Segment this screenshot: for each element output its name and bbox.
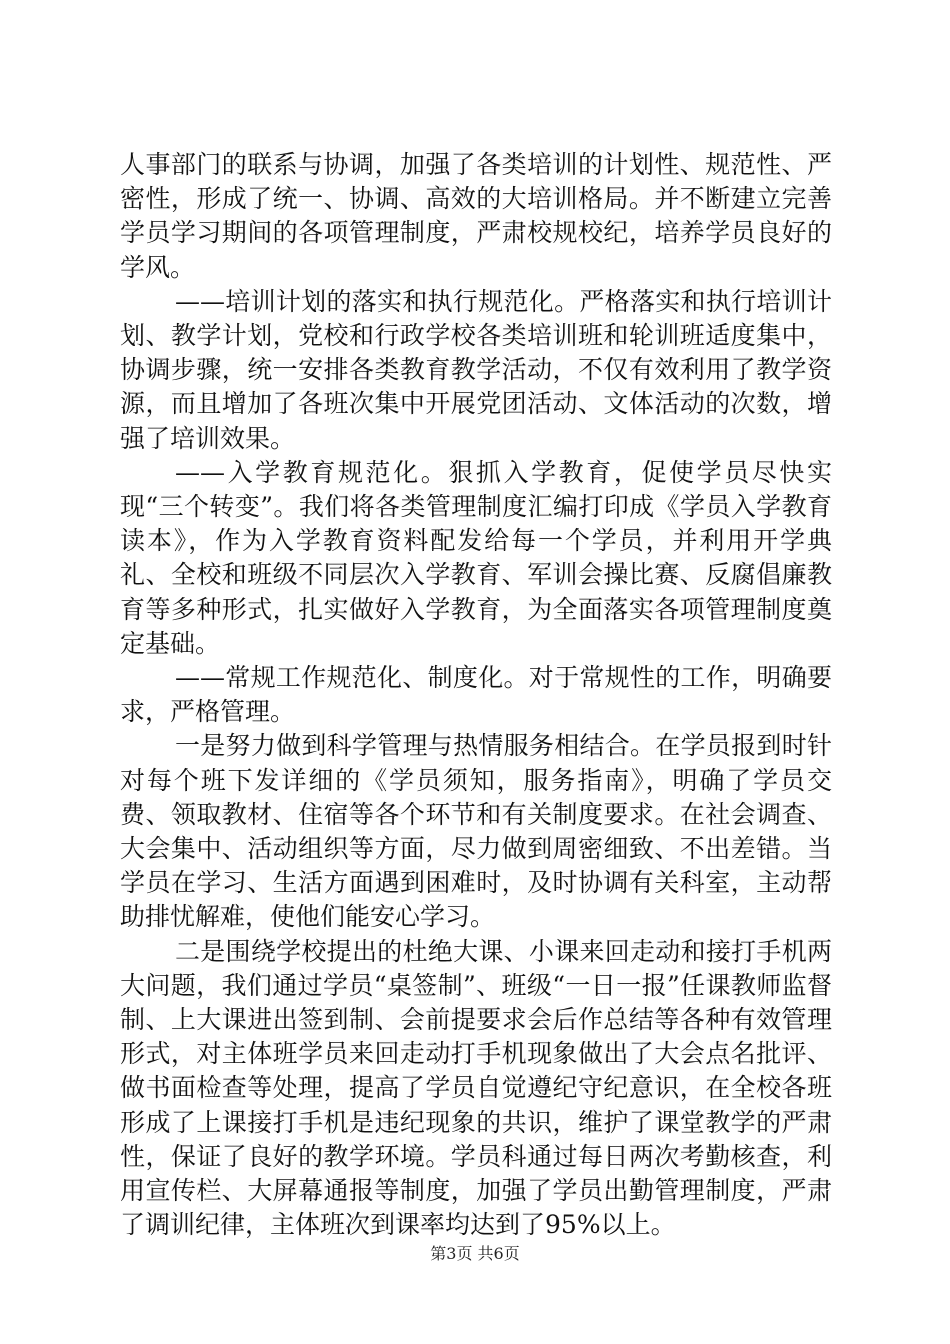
paragraph-point-two: 二是围绕学校提出的杜绝大课、小课来回走动和接打手机两大问题，我们通过学员“桌签制”、班级“一日一报”任课教师监督制、上大课进出签到制、会前提要求会后作总结等各种有效管理形式，对主体班学员来回走动打手机现象做出了大会点名批评、做书面检查等处理，提高了学员自觉遵纪守纪意识，在全校各班形成了上课接打手机是违纪现象的共识，维护了课堂教学的严肃性，保证了良好的教学环境。学员科通过每日两次考勤核查，利用宣传栏、大屏幕通报等制度，加强了学员出勤管理制度，严肃了调训纪律，主体班次到课率均达到了95%以上。 <box>120 936 832 1240</box>
paragraph-enrollment-education: ——入学教育规范化。狠抓入学教育，促使学员尽快实现“三个转变”。我们将各类管理制度汇编打印成《学员入学教育读本》，作为入学教育资料配发给每一个学员，并利用开学典礼、全校和班级不同层次入学教育、军训会操比赛、反腐倡廉教育等多种形式，扎实做好入学教育，为全面落实各项管理制度奠定基础。 <box>120 457 832 658</box>
paragraph-routine-work: ——常规工作规范化、制度化。对于常规性的工作，明确要求，严格管理。 <box>120 663 832 727</box>
paragraph-point-one: 一是努力做到科学管理与热情服务相结合。在学员报到时针对每个班下发详细的《学员须知，服务指南》，明确了学员交费、领取教材、住宿等各个环节和有关制度要求。在社会调查、大会集中、活动组织等方面，尽力做到周密细致、不出差错。当学员在学习、生活方面遇到困难时，及时协调有关科室，主动帮助排忧解难，使他们能安心学习。 <box>120 731 832 932</box>
paragraph-training-plan: ——培训计划的落实和执行规范化。严格落实和执行培训计划、教学计划，党校和行政学校各类培训班和轮训班适度集中，协调步骤，统一安排各类教育教学活动，不仅有效利用了教学资源，而且增加了各班次集中开展党团活动、文体活动的次数，增强了培训效果。 <box>120 286 832 453</box>
paragraph-continuation: 人事部门的联系与协调，加强了各类培训的计划性、规范性、严密性，形成了统一、协调、高效的大培训格局。并不断建立完善学员学习期间的各项管理制度，严肃校规校纪，培养学员良好的学风。 <box>120 150 832 282</box>
document-body <box>120 148 832 1243</box>
page-number: 第3页 共6页 <box>430 1244 520 1263</box>
